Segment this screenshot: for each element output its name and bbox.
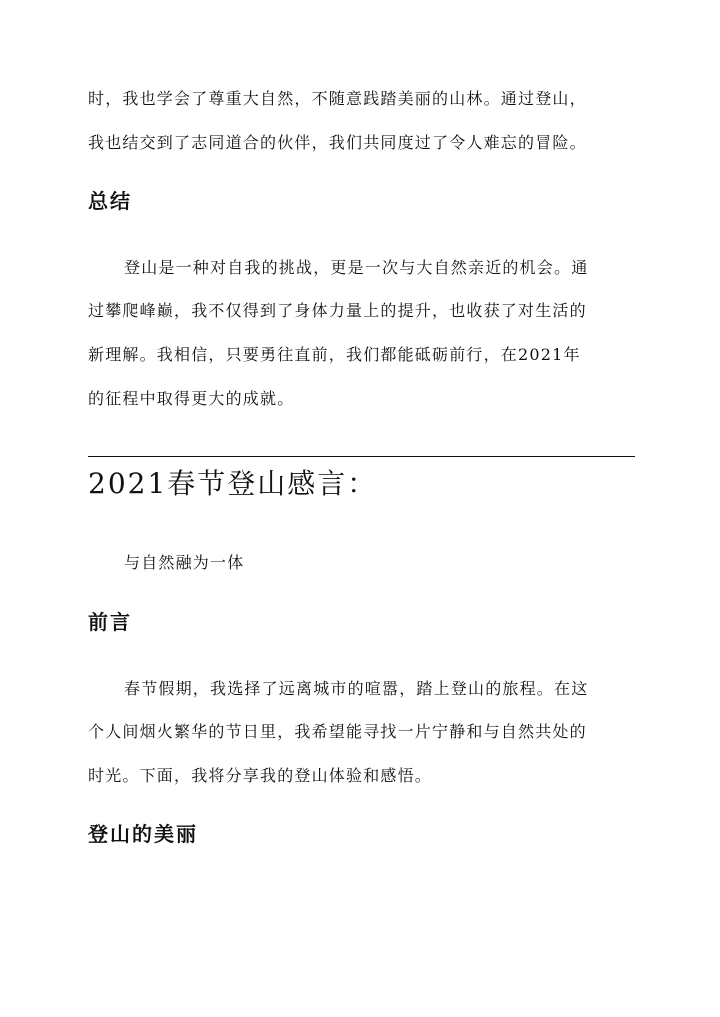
paragraph-line: 个人间烟火繁华的节日里，我希望能寻找一片宁静和与自然共处的 — [88, 722, 587, 741]
section-heading-preface: 前言 — [88, 610, 132, 634]
paragraph-line: 过攀爬峰巅，我不仅得到了身体力量上的提升，也收获了对生活的 — [88, 301, 587, 320]
article-subtitle: 与自然融为一体 — [124, 553, 245, 572]
section-heading-beauty: 登山的美丽 — [88, 822, 198, 846]
paragraph-line: 新理解。我相信，只要勇往直前，我们都能砥砺前行，在2021年 — [88, 345, 581, 364]
paragraph-line: 时，我也学会了尊重大自然，不随意践踏美丽的山林。通过登山， — [88, 89, 587, 108]
article-title: 2021春节登山感言： — [88, 467, 378, 500]
paragraph-line: 我也结交到了志同道合的伙伴，我们共同度过了令人难忘的冒险。 — [88, 133, 587, 152]
horizontal-divider — [88, 456, 635, 457]
paragraph-line: 时光。下面，我将分享我的登山体验和感悟。 — [88, 766, 433, 785]
section-heading-summary: 总结 — [88, 189, 132, 213]
paragraph-line: 春节假期，我选择了远离城市的喧嚣，踏上登山的旅程。在这 — [124, 679, 589, 698]
paragraph-line: 的征程中取得更大的成就。 — [88, 389, 295, 408]
paragraph-line: 登山是一种对自我的挑战，更是一次与大自然亲近的机会。通 — [124, 258, 589, 277]
